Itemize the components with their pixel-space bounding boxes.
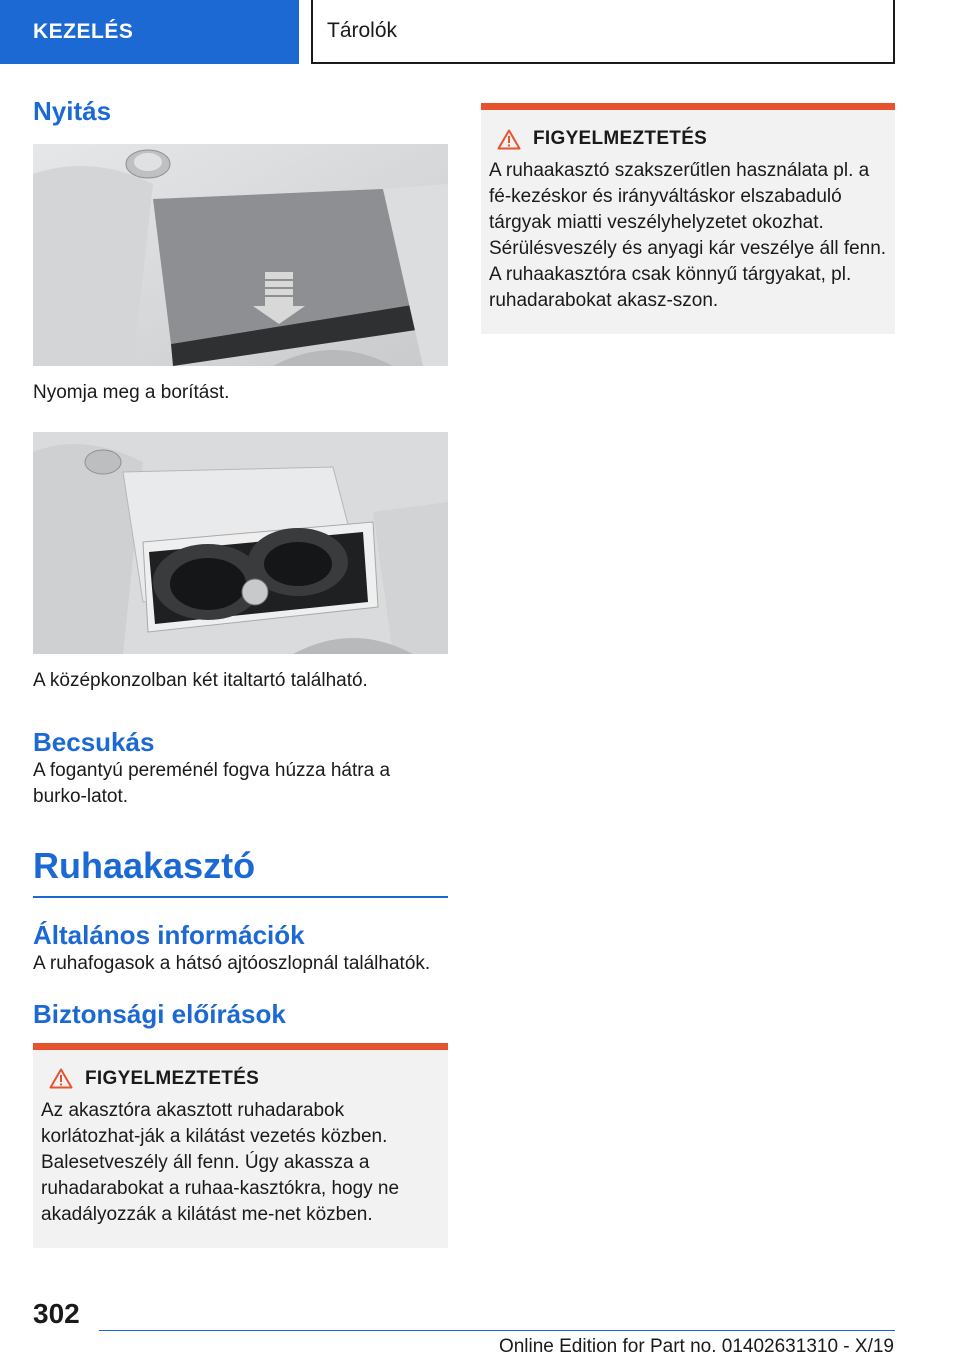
chapter-title: Tárolók <box>311 0 895 64</box>
heading-rule <box>33 896 448 898</box>
warning-triangle-icon <box>497 129 521 150</box>
page-number: 302 <box>33 1298 80 1329</box>
warning-text: Az akasztóra akasztott ruhadarabok korlátozhat-ják a kilátást vezetés közben. Balesetveszély áll fenn. Úgy akassza a ruhadarabokat a ruhaa-kasztókra, hogy ne akadályozzák a kilátást me-net közben. <box>41 1099 400 1225</box>
warning-title: FIGYELMEZTETÉS <box>85 1067 260 1089</box>
heading-safety: Biztonsági előírások <box>33 998 286 1029</box>
right-column <box>481 103 895 334</box>
heading-general-info: Általános információk <box>33 919 305 950</box>
warning-box-right <box>481 103 895 334</box>
heading-open: Nyitás <box>33 96 112 126</box>
left-column <box>33 96 448 1248</box>
general-info-text: A ruhafogasok a hátsó ajtóoszlopnál találhatók. <box>33 952 431 974</box>
figure-cupholders <box>33 432 448 654</box>
caption-cupholders: A középkonzolban két italtartó található. <box>33 670 368 692</box>
close-text: A fogantyú pereménél fogva húzza hátra a burko-latot. <box>33 760 391 808</box>
warning-box-left <box>33 1043 448 1248</box>
warning-text: A ruhaakasztó szakszerűtlen használata pl. a fé-kezéskor és irányváltáskor elszabaduló tárgyak miatti veszélyhelyzetet okozhat. Sérülésveszély és anyagi kár veszélye áll fenn. A ruhaakasztóra csak könnyű tárgyakat, pl. ruhadarabokat akasz-szon. <box>489 160 887 311</box>
footer-rule <box>99 1330 895 1331</box>
heading-clothes-hook: Ruhaakasztó <box>33 845 256 887</box>
section-tab: KEZELÉS <box>0 0 299 64</box>
figure-press-cover <box>33 144 448 366</box>
heading-close: Becsukás <box>33 727 155 758</box>
caption-press-cover: Nyomja meg a borítást. <box>33 382 230 404</box>
footer-edition: Online Edition for Part no. 01402631310 - X/19 <box>498 1336 894 1357</box>
warning-triangle-icon <box>49 1068 73 1089</box>
warning-title: FIGYELMEZTETÉS <box>533 128 708 149</box>
